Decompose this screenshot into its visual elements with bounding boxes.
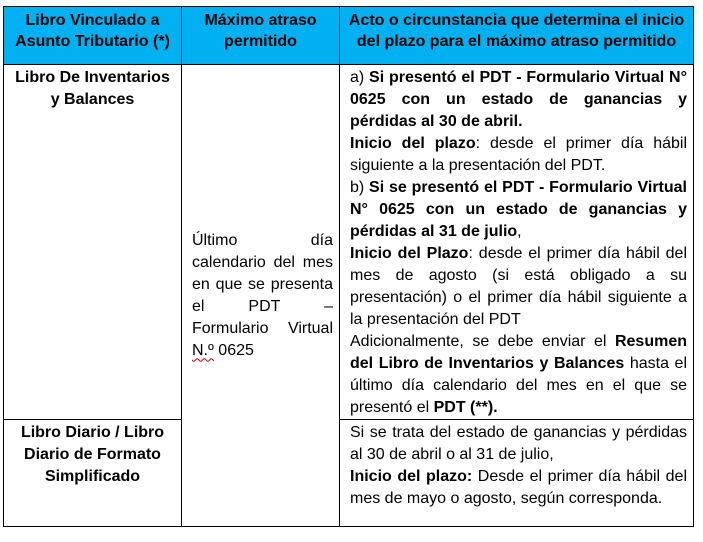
case-a-start-label: Inicio del plazo <box>350 135 476 152</box>
max-delay-text: Último día calendario del mes en que se presenta el PDT – Formulario Virtual <box>192 231 333 337</box>
case-a-condition: Si presentó el PDT - Formulario Virtual N° 0625 con un estado de ganancias y pérdidas al 30 de abril. <box>350 69 687 130</box>
table-row <box>4 420 694 527</box>
case-b-start-paragraph <box>350 243 687 331</box>
case-a-prefix: a) <box>350 69 370 86</box>
case-a-start-text: : desde el primer día hábil siguiente a la presentación del PDT. <box>350 135 687 174</box>
diario-start-label: Inicio del plazo: <box>350 468 473 485</box>
case-b-prefix: b) <box>350 179 370 196</box>
additional-summary-name: Resumen del Libro de Inventarios y Balances <box>350 333 687 372</box>
additional-text-2: hasta el último día calendario del mes en el que se presentó el <box>350 355 687 416</box>
start-event-cell-inventarios <box>340 65 694 420</box>
diario-start-paragraph <box>350 466 687 510</box>
max-delay-form-number: 0625 <box>213 341 254 359</box>
case-a-start-paragraph <box>350 133 687 177</box>
header-max-delay: Máximo atraso permitido <box>182 7 340 65</box>
start-event-cell-diario <box>340 420 694 527</box>
case-b-start-text: : desde el primer día hábil del mes de agosto (si está obligado a su presentación) o el primer día hábil siguiente a la presentación del PDT <box>350 245 688 328</box>
case-a-paragraph <box>350 67 687 133</box>
case-b-condition: Si se presentó el PDT - Formulario Virtual N° 0625 con un estado de ganancias y pérdidas al 31 de julio <box>350 179 687 240</box>
additional-text-1: Adicionalmente, se debe enviar el <box>350 333 615 350</box>
diario-start-text: Desde el primer día hábil del mes de mayo o agosto, según corresponda. <box>350 468 687 507</box>
max-delay-number-abbrev: N.º <box>192 341 214 359</box>
diario-condition-paragraph: Si se trata del estado de ganancias y pérdidas al 30 de abril o al 31 de julio, <box>350 424 687 463</box>
additional-paragraph <box>350 331 687 419</box>
tax-books-table <box>3 6 694 527</box>
book-inventarios-balances: Libro De Inventarios y Balances <box>4 65 182 420</box>
table-row <box>4 65 694 420</box>
book-diario: Libro Diario / Libro Diario de Formato Simplificado <box>4 420 182 527</box>
case-b-comma: , <box>517 223 522 240</box>
header-start-event: Acto o circunstancia que determina el inicio del plazo para el máximo atraso permitido <box>340 7 694 65</box>
header-row <box>4 7 694 65</box>
header-book: Libro Vinculado a Asunto Tributario (*) <box>4 7 182 65</box>
max-delay-cell <box>182 65 340 527</box>
case-b-start-label: Inicio del Plazo <box>350 245 469 262</box>
case-b-paragraph <box>350 177 687 243</box>
additional-pdt-note: PDT (**). <box>433 399 498 416</box>
